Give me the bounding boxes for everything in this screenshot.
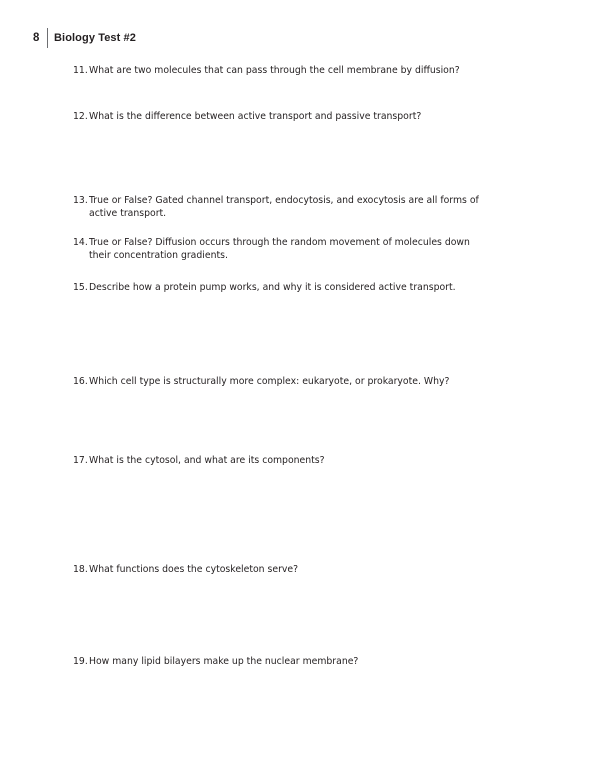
question-number: 11. [73,65,88,76]
page-number: 8 [33,32,40,44]
header-divider [47,28,48,48]
question-19 [73,656,493,669]
question-text: True or False? Diffusion occurs through the random movement of molecules down their concentration gradients. [89,237,470,261]
question-number: 12. [73,111,88,122]
question-text: What is the cytosol, and what are its components? [89,455,325,466]
question-number: 14. [73,237,88,248]
question-text: What functions does the cytoskeleton serve? [89,564,299,575]
question-number: 13. [73,195,88,206]
question-number: 19. [73,656,88,667]
question-text: How many lipid bilayers make up the nuclear membrane? [89,656,359,667]
question-text: Describe how a protein pump works, and why it is considered active transport. [89,282,456,293]
question-text: What is the difference between active transport and passive transport? [89,111,422,122]
page-header [33,27,136,49]
question-number: 16. [73,376,88,387]
question-15 [73,282,493,295]
question-14 [73,237,493,262]
question-12 [73,111,493,124]
question-text: True or False? Gated channel transport, endocytosis, and exocytosis are all forms of active transport. [89,195,479,219]
question-number: 18. [73,564,88,575]
question-17 [73,455,493,468]
test-title: Biology Test #2 [54,32,136,44]
question-number: 17. [73,455,88,466]
question-18 [73,564,493,577]
question-16 [73,376,493,389]
question-number: 15. [73,282,88,293]
question-11 [73,65,493,78]
question-text: Which cell type is structurally more complex: eukaryote, or prokaryote. Why? [89,376,450,387]
question-text: What are two molecules that can pass through the cell membrane by diffusion? [89,65,460,76]
question-13 [73,195,493,220]
